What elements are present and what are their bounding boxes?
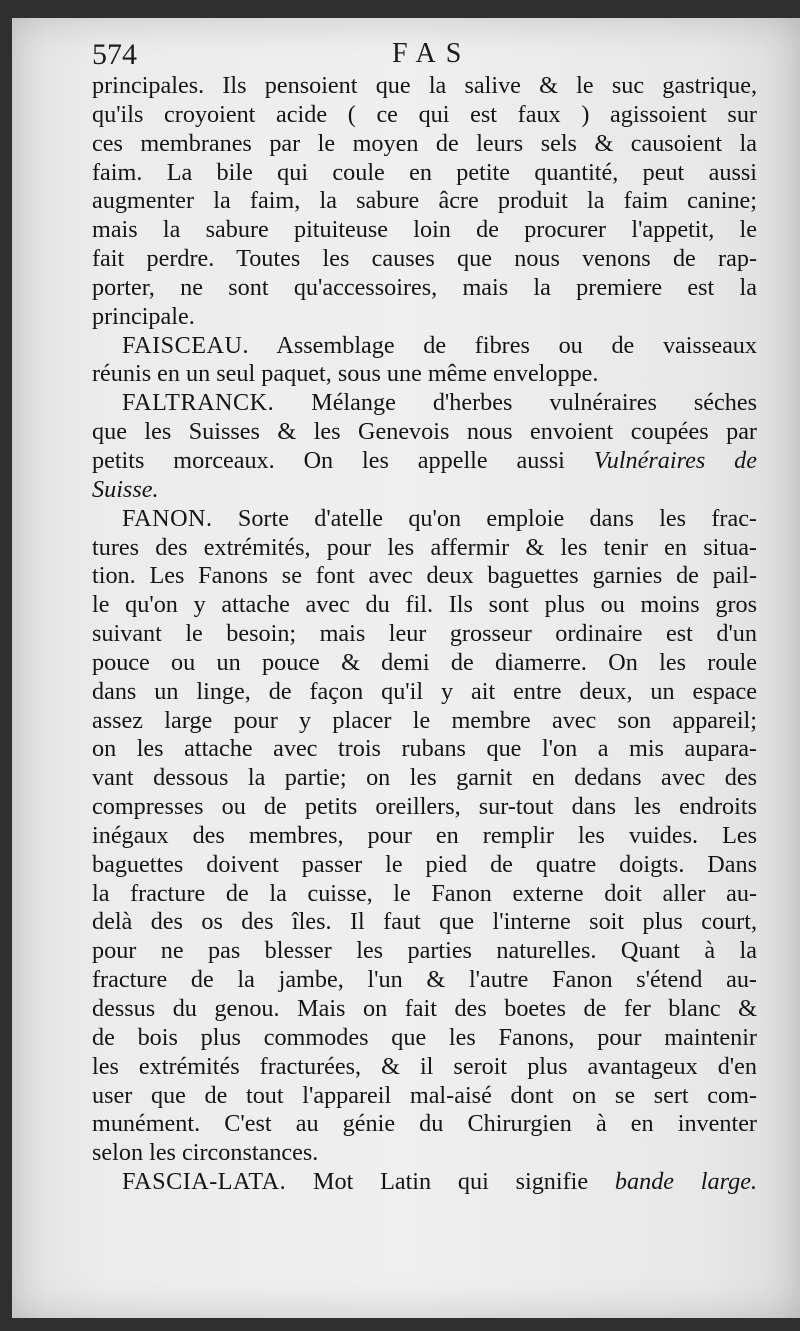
page-header [92, 38, 752, 74]
line-text: Sorte d'atelle qu'on emploie dans les frac- [212, 504, 757, 532]
text-line [92, 534, 757, 563]
line-text: tures des extrémités, pour les affermir & les tenir en situa- [92, 533, 757, 561]
entry-term: FALTRANCK. [122, 389, 275, 417]
italic-text: bande large. [614, 1168, 757, 1196]
line-text: fracture de la jambe, l'un & l'autre Fanon s'étend au- [92, 966, 757, 994]
text-line [92, 303, 757, 332]
text-line [92, 937, 757, 966]
text-line [92, 101, 757, 130]
line-text: on les attache avec trois rubans que l'on a mis aupara- [92, 735, 757, 763]
line-text: petits morceaux. On les appelle aussi [92, 446, 594, 474]
text-line [92, 764, 757, 793]
line-text: le qu'on y attache avec du fil. Ils sont plus ou moins gros [92, 591, 757, 619]
text-line [92, 678, 757, 707]
entry-first-line [92, 332, 757, 361]
line-text: dessus du genou. Mais on fait des boetes de fer blanc & [92, 995, 757, 1022]
running-head: FAS [392, 38, 472, 69]
body-text [92, 72, 757, 1197]
text-line [92, 1110, 757, 1139]
line-text: inégaux des membres, pour en remplir les vuides. Les [92, 821, 757, 849]
line-text: augmenter la faim, la sabure âcre produit la faim canine; [92, 187, 757, 215]
line-text: dans un linge, de façon qu'il y ait entre deux, un espace [92, 677, 757, 705]
line-text: faim. La bile qui coule en petite quantité, peut aussi [92, 158, 757, 186]
line-text: suivant le besoin; mais leur grosseur ordinaire est d'un [92, 620, 757, 648]
text-line [92, 620, 757, 649]
text-line [92, 274, 757, 303]
line-text: les extrémités fracturées, & il seroit plus avantageux d'en [92, 1052, 757, 1080]
entry-term: FANON. [122, 504, 213, 532]
entry-first-line [92, 1168, 757, 1197]
line-text: tion. Les Fanons se font avec deux baguettes garnies de pail- [92, 562, 757, 590]
text-line [92, 851, 757, 880]
text-line [92, 1139, 757, 1168]
text-line [92, 216, 757, 245]
line-text: Assemblage de fibres ou de vaisseaux [249, 331, 757, 359]
line-text: porter, ne sont qu'accessoires, mais la premiere est la [92, 273, 757, 301]
text-line [92, 880, 757, 909]
line-text: que les Suisses & les Genevois nous envoient coupées par [92, 418, 757, 446]
line-text: user que de tout l'appareil mal-aisé dont on se sert com- [92, 1081, 757, 1109]
line-text: ces membranes par le moyen de leurs sels & causoient la [92, 129, 757, 157]
text-line [92, 1053, 757, 1082]
line-text: Mélange d'herbes vulnéraires séches [274, 389, 757, 417]
text-line [92, 562, 757, 591]
line-text: mais la sabure pituiteuse loin de procurer l'appetit, le [92, 216, 757, 244]
line-text: principale. [92, 302, 195, 330]
line-text: la fracture de la cuisse, le Fanon externe doit aller au- [92, 879, 757, 907]
entry-term: FASCIA-LATA. [122, 1168, 287, 1196]
text-line [92, 418, 757, 447]
italic-text: Vulnéraires de [593, 446, 757, 474]
text-line [92, 995, 757, 1024]
text-line [92, 130, 757, 159]
text-line [92, 245, 757, 274]
line-text: de bois plus commodes que les Fanons, pour maintenir [92, 1023, 757, 1051]
entry-term: FAISCEAU. [122, 331, 250, 359]
line-text: pour ne pas blesser les parties naturelles. Quant à la [92, 937, 757, 965]
line-text: principales. Ils pensoient que la salive & le suc gastrique, [92, 72, 757, 99]
line-text: réunis en un seul paquet, sous une même enveloppe. [92, 360, 599, 388]
line-text: qu'ils croyoient acide ( ce qui est faux ) agissoient sur [92, 100, 757, 128]
text-line [92, 591, 757, 620]
text-line [92, 72, 757, 101]
text-line [92, 159, 757, 188]
line-text: selon les circonstances. [92, 1139, 319, 1167]
text-line [92, 707, 757, 736]
text-line [92, 966, 757, 995]
line-text: pouce ou un pouce & demi de diamerre. On les roule [92, 648, 757, 676]
text-line [92, 187, 757, 216]
text-line [92, 822, 757, 851]
line-text: baguettes doivent passer le pied de quatre doigts. Dans [92, 850, 757, 878]
text-line [92, 1024, 757, 1053]
line-text: compresses ou de petits oreillers, sur-tout dans les endroits [92, 793, 757, 821]
entry-first-line [92, 505, 757, 534]
text-line [92, 649, 757, 678]
text-line [92, 447, 757, 476]
line-text: vant dessous la partie; on les garnit en dedans avec des [92, 764, 757, 792]
line-text: Mot Latin qui signifie [286, 1168, 615, 1196]
text-line [92, 360, 757, 389]
text-line [92, 476, 757, 505]
line-text: munément. C'est au génie du Chirurgien à en inventer [92, 1110, 757, 1138]
line-text: delà des os des îles. Il faut que l'interne soit plus court, [92, 908, 757, 936]
text-line [92, 1082, 757, 1111]
italic-text: Suisse. [92, 475, 159, 503]
line-text: fait perdre. Toutes les causes que nous venons de rap- [92, 245, 757, 273]
text-line [92, 735, 757, 764]
text-line [92, 793, 757, 822]
entry-first-line [92, 389, 757, 418]
page-number: 574 [92, 38, 137, 71]
text-line [92, 908, 757, 937]
book-page [12, 18, 800, 1318]
line-text: assez large pour y placer le membre avec son appareil; [92, 706, 757, 734]
